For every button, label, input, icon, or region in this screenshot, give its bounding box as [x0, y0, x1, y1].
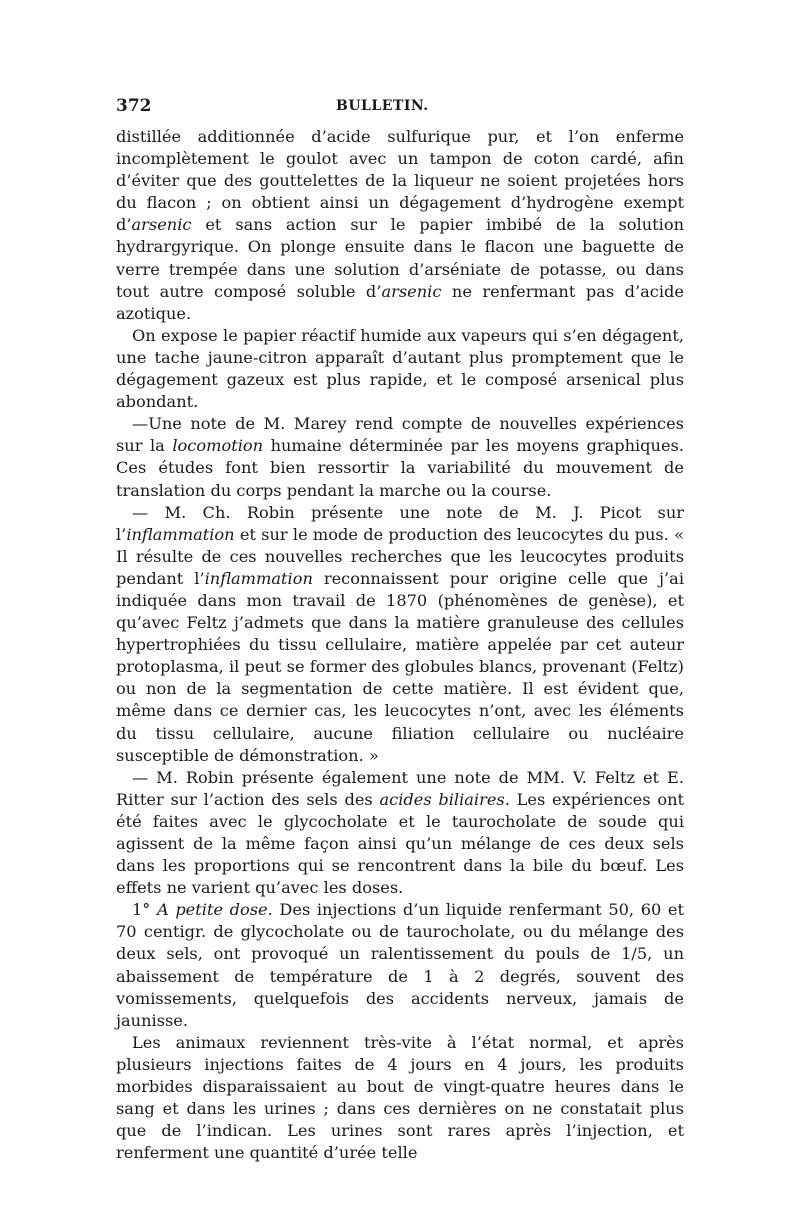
text-run: reconnaissent pour origine celle que j’ai indiquée dans mon travail de 1870 (phénomènes de genèse), et qu’avec Feltz j’admets que dans la matière granuleuse des cellules hypertrophiées du tissu cellulaire, matière appelée par cet auteur protoplasma, il peut se former des globules blancs, provenant (Feltz) ou non de la segmentation de cette matière. Il est évident que, même dans ce dernier cas, les leucocytes n’ont, avec les éléments du tissu cellulaire, aucune filiation cellulaire ou nucléaire susceptible de démonstration. » [116, 568, 684, 765]
text-run: et sans action sur le papier imbibé de la solution hydrargyrique. On plonge ensuite dans le flacon une baguette de verre trempée dans une solution d’arséniate de potasse, ou dans tout autre composé soluble d’ [116, 215, 684, 301]
page-body [116, 126, 684, 1164]
running-title: BULLETIN. [336, 98, 429, 114]
paragraph [116, 126, 684, 325]
paragraph [116, 325, 684, 413]
italic-text: A petite dose. [157, 900, 273, 920]
text-run: Des injections d’un liquide renfermant 50, 60 et 70 centigr. de glycocholate ou de taurocholate, ou du mélange des deux sels, ont provoqué un ralentissement du pouls de 1/5, un abaissement de température de 1 à 2 degrés, souvent des vomissements, quelquefois des accidents nerveux, jamais de jaunisse. [116, 900, 684, 1030]
text-run: 1° [132, 900, 158, 920]
text-run: —Une note de M. Marey rend compte de nouvelles expériences sur la [116, 414, 684, 456]
text-run: distillée additionnée d’acide sulfurique pur, et l’on enferme incomplètement le goulot avec un tampon de coton cardé, afin d’éviter que des gouttelettes de la liqueur ne soient projetées hors du flacon ; on obtient ainsi un dégagement d’hydrogène exempt d’ [116, 127, 684, 235]
page-header [116, 96, 684, 122]
text-run: — M. Robin présente également une note de MM. V. Feltz et E. Ritter sur l’action des sels des [116, 767, 684, 809]
paragraph [116, 899, 684, 1032]
text-run: On expose le papier réactif humide aux vapeurs qui s’en dégagent, une tache jaune-citron apparaît d’autant plus promptement que le dégagement gazeux est plus rapide, et le composé arsenical plus abondant. [116, 325, 684, 412]
italic-text: acides biliaires. [379, 789, 510, 809]
text-run: — M. Ch. Robin présente une note de M. J. Picot sur l’ [116, 502, 684, 544]
book-page [116, 96, 684, 1164]
text-run: Les animaux reviennent très-vite à l’état normal, et après plusieurs injections faites de 4 jours en 4 jours, les produits morbides disparaissaient au bout de vingt-quatre heures dans le sang et dans les urines ; dans ces dernières on ne constatait plus que de l’indican. Les urines sont rares après l’injection, et renferment une quantité d’urée telle [116, 1032, 684, 1163]
paragraph [116, 502, 684, 767]
paragraph [116, 413, 684, 501]
italic-text: locomotion [172, 436, 264, 456]
italic-text: inflammation [204, 568, 313, 588]
italic-text: arsenic [381, 281, 442, 301]
page-number: 372 [116, 96, 152, 116]
text-run: ne renfermant pas d’acide azotique. [116, 281, 684, 323]
text-run: et sur le mode de production des leucocytes du pus. « Il résulte de ces nouvelles recherches que les leucocytes produits pendant l’ [116, 524, 684, 588]
paragraph [116, 767, 684, 900]
italic-text: inflammation [126, 524, 235, 544]
text-run: humaine déterminée par les moyens graphiques. Ces études font bien ressortir la variabilité du mouvement de translation du corps pendant la marche ou la course. [116, 436, 685, 500]
italic-text: arsenic [131, 215, 192, 235]
text-run: Les expériences ont été faites avec le glycocholate et le taurocholate de soude qui agissent de la même façon ainsi qu’un mélange de ces deux sels dans les proportions qui se rencontrent dans la bile du bœuf. Les effets ne varient qu’avec les doses. [116, 789, 685, 898]
paragraph [116, 1032, 684, 1165]
